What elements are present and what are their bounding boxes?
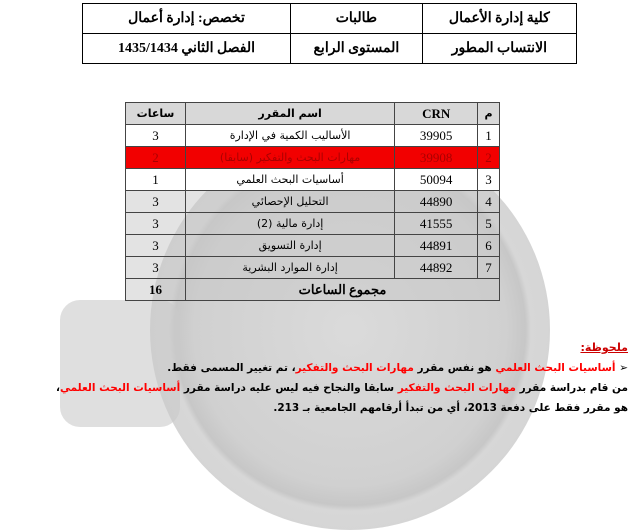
- col-crn: CRN: [395, 103, 478, 125]
- col-num: م: [478, 103, 500, 125]
- level: المستوى الرابع: [290, 34, 422, 64]
- table-row: [126, 169, 500, 191]
- crn: 39908: [395, 147, 478, 169]
- table-row: [126, 235, 500, 257]
- table-row: [126, 213, 500, 235]
- course-name: إدارة مالية (2): [185, 213, 394, 235]
- courses-table: [125, 102, 500, 301]
- college: كلية إدارة الأعمال: [422, 4, 576, 34]
- row-number: 2: [478, 147, 500, 169]
- bullet-icon: ➢: [619, 362, 628, 374]
- col-name: اسم المقرر: [185, 103, 394, 125]
- crn: 44890: [395, 191, 478, 213]
- crn: 39905: [395, 125, 478, 147]
- note-text: ، تم تغيير المسمى فقط.: [167, 362, 296, 374]
- hours: 3: [126, 235, 186, 257]
- hours: 3: [126, 213, 186, 235]
- row-number: 3: [478, 169, 500, 191]
- course-name: التحليل الإحصائي: [185, 191, 394, 213]
- table-row: [126, 147, 500, 169]
- hours: 3: [126, 125, 186, 147]
- hours: 2: [126, 147, 186, 169]
- note-text: من قام بدراسة مقرر: [515, 382, 628, 394]
- note-highlight: مهارات البحث والتفكير: [295, 362, 414, 374]
- note-text: هو نفس مقرر: [413, 362, 496, 374]
- semester: الفصل الثاني 1435/1434: [83, 34, 291, 64]
- row-number: 6: [478, 235, 500, 257]
- students: طالبات: [290, 4, 422, 34]
- col-hours: ساعات: [126, 103, 186, 125]
- note-highlight: مهارات البحث والتفكير: [397, 382, 516, 394]
- row-number: 1: [478, 125, 500, 147]
- note-text: ،: [56, 382, 60, 394]
- table-row: [126, 257, 500, 279]
- note-highlight: أساسيات البحث العلمي: [495, 362, 616, 374]
- row-number: 7: [478, 257, 500, 279]
- note-line-3: هو مقرر فقط على دفعة 2013، أي من تبدأ أرقامهم الجامعية بـ 213.: [273, 402, 628, 414]
- header-table: [82, 3, 577, 64]
- note-text: سابقا والنجاح فيه ليس عليه دراسة مقرر: [180, 382, 398, 394]
- table-row: [126, 191, 500, 213]
- note-highlight: أساسيات البحث العلمي: [60, 382, 181, 394]
- note: [56, 338, 628, 418]
- crn: 44891: [395, 235, 478, 257]
- note-title: ملحوظة:: [580, 341, 628, 354]
- course-name: مهارات البحث والتفكير (سابقا): [185, 147, 394, 169]
- note-line-2: [56, 378, 628, 398]
- course-name: أساسيات البحث العلمي: [185, 169, 394, 191]
- row-number: 4: [478, 191, 500, 213]
- course-name: إدارة الموارد البشرية: [185, 257, 394, 279]
- hours: 3: [126, 191, 186, 213]
- crn: 50094: [395, 169, 478, 191]
- hours: 3: [126, 257, 186, 279]
- specialization: تخصص: إدارة أعمال: [83, 4, 291, 34]
- hours: 1: [126, 169, 186, 191]
- course-name: الأساليب الكمية في الإدارة: [185, 125, 394, 147]
- crn: 41555: [395, 213, 478, 235]
- total-hours: 16: [126, 279, 186, 301]
- course-name: إدارة التسويق: [185, 235, 394, 257]
- program: الانتساب المطور: [422, 34, 576, 64]
- note-line-1: [88, 358, 628, 378]
- row-number: 5: [478, 213, 500, 235]
- table-row: [126, 125, 500, 147]
- crn: 44892: [395, 257, 478, 279]
- total-label: مجموع الساعات: [185, 279, 499, 301]
